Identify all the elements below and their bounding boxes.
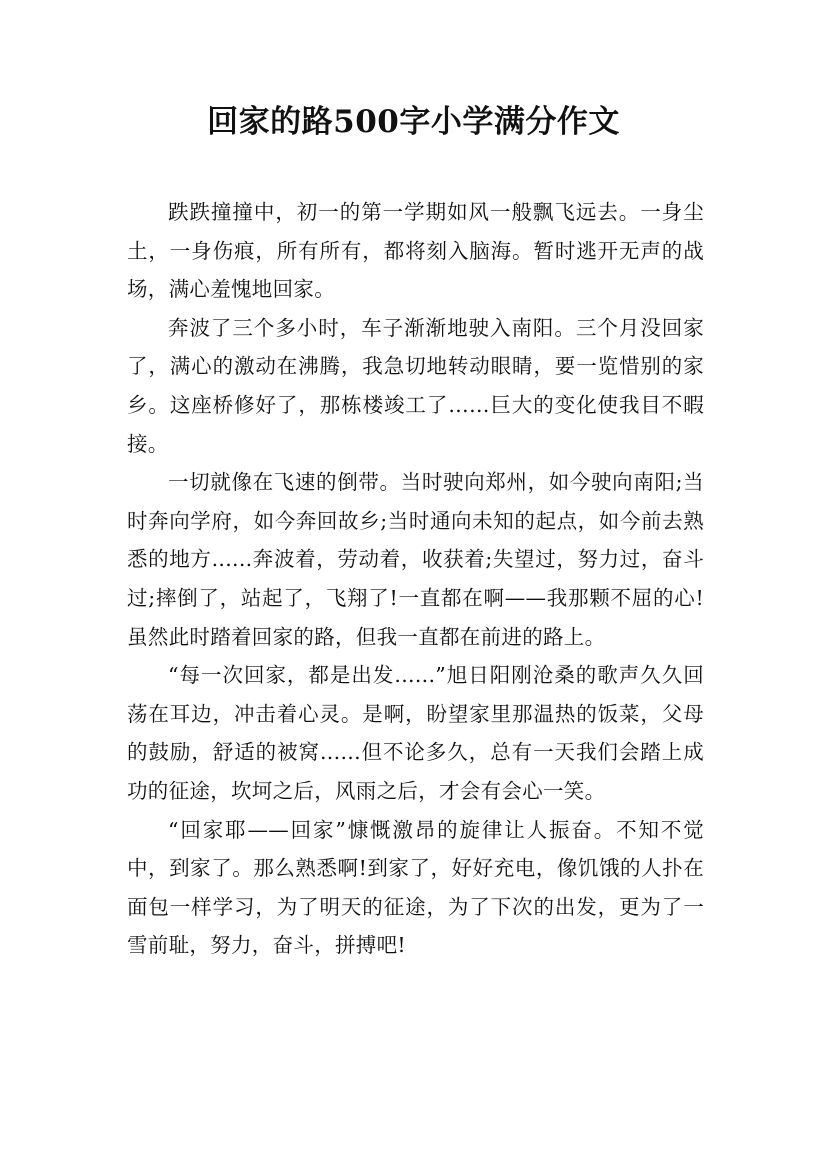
essay-body bbox=[127, 193, 704, 965]
paragraph-4: “每一次回家，都是出发......”旭日阳刚沧桑的歌声久久回荡在耳边，冲击着心灵。是啊，盼望家里那温热的饭菜，父母的鼓励，舒适的被窝......但不论多久，总有一天我们会踏上成功的征途，坎坷之后，风雨之后，才会有会心一笑。 bbox=[127, 663, 704, 803]
paragraph-5: “回家耶——回家”慷慨激昂的旋律让人振奋。不知不觉中，到家了。那么熟悉啊!到家了，好好充电，像饥饿的人扑在面包一样学习，为了明天的征途，为了下次的出发，更为了一雪前耻，努力，奋斗，拼搏吧! bbox=[127, 817, 704, 958]
paragraph-3: 一切就像在飞速的倒带。当时驶向郑州，如今驶向南阳;当时奔向学府，如今奔回故乡;当时通向未知的起点，如今前去熟悉的地方......奔波着，劳动着，收获着;失望过，努力过，奋斗过;摔倒了，站起了，飞翔了!一直都在啊——我那颗不屈的心!虽然此时踏着回家的路，但我一直都在前进的路上。 bbox=[127, 470, 704, 649]
paragraph-2: 奔波了三个多小时，车子渐渐地驶入南阳。三个月没回家了，满心的激动在沸腾，我急切地转动眼睛，要一览惜别的家乡。这座桥修好了，那栋楼竣工了……巨大的变化使我目不暇接。 bbox=[127, 315, 704, 456]
paragraph-1: 跌跌撞撞中，初一的第一学期如风一般飘飞远去。一身尘土，一身伤痕，所有所有，都将刻入脑海。暂时逃开无声的战场，满心羞愧地回家。 bbox=[127, 200, 704, 302]
page-title: 回家的路500字小学满分作文 bbox=[207, 104, 620, 140]
